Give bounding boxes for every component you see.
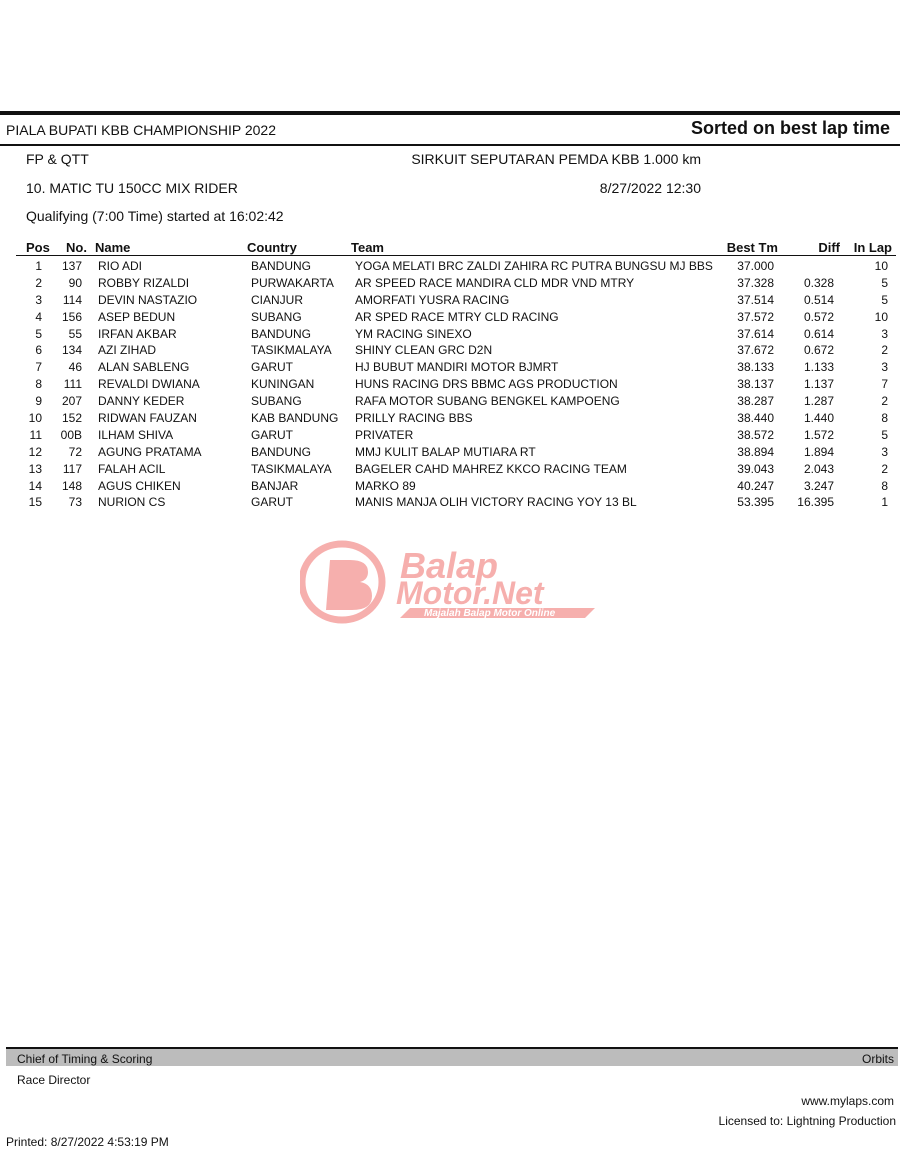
cell-lap: 10 xyxy=(874,309,888,324)
table-row xyxy=(0,309,900,326)
cell-no: 156 xyxy=(61,309,82,324)
cell-pos: 13 xyxy=(28,461,42,476)
cell-pos: 7 xyxy=(35,360,42,375)
col-header-team: Team xyxy=(351,240,384,255)
cell-no: 00B xyxy=(60,427,82,442)
cell-lap: 7 xyxy=(881,377,888,392)
cell-name: AGUNG PRATAMA xyxy=(98,444,202,459)
cell-no: 134 xyxy=(61,343,82,358)
cell-lap: 5 xyxy=(881,427,888,442)
cell-name: REVALDI DWIANA xyxy=(98,377,200,392)
cell-team: PRILLY RACING BBS xyxy=(355,411,473,426)
cell-diff: 1.133 xyxy=(803,360,834,375)
table-row xyxy=(0,461,900,478)
cell-team: MANIS MANJA OLIH VICTORY RACING YOY 13 BL xyxy=(355,495,637,510)
cell-country: SUBANG xyxy=(251,309,302,324)
col-header-country: Country xyxy=(247,240,297,255)
cell-pos: 15 xyxy=(28,495,42,510)
cell-diff: 0.572 xyxy=(803,309,834,324)
cell-pos: 1 xyxy=(35,259,42,273)
cell-team: SHINY CLEAN GRC D2N xyxy=(355,343,493,358)
cell-diff: 2.043 xyxy=(803,461,834,476)
cell-diff: 1.572 xyxy=(803,427,834,442)
cell-lap: 2 xyxy=(881,461,888,476)
header-bottom-rule xyxy=(0,144,900,146)
cell-lap: 1 xyxy=(881,495,888,510)
cell-country: GARUT xyxy=(251,427,293,442)
cell-name: ILHAM SHIVA xyxy=(98,427,174,442)
cell-lap: 5 xyxy=(881,275,888,290)
watermark-tagline: Majalah Balap Motor Online xyxy=(424,608,556,619)
cell-lap: 8 xyxy=(881,411,888,426)
table-row xyxy=(0,494,900,511)
cell-best: 37.514 xyxy=(737,292,774,307)
cell-name: AGUS CHIKEN xyxy=(98,478,181,493)
orbits-label: Orbits xyxy=(861,1052,894,1066)
results-table xyxy=(0,258,900,511)
cell-diff: 0.614 xyxy=(803,326,834,341)
cell-no: 55 xyxy=(68,326,82,341)
session-type: FP & QTT xyxy=(26,151,89,167)
cell-name: DEVIN NASTAZIO xyxy=(98,292,198,307)
cell-lap: 3 xyxy=(881,360,888,375)
cell-best: 38.572 xyxy=(737,427,774,442)
circuit-name: SIRKUIT SEPUTARAN PEMDA KBB 1.000 km xyxy=(411,151,701,167)
printed-timestamp: Printed: 8/27/2022 4:53:19 PM xyxy=(6,1135,169,1149)
table-row xyxy=(0,376,900,393)
balapmotor-watermark-logo xyxy=(300,538,600,626)
cell-pos: 2 xyxy=(35,275,42,290)
cell-country: BANDUNG xyxy=(251,326,312,341)
cell-pos: 12 xyxy=(28,444,42,459)
col-header-no: No. xyxy=(66,240,87,255)
cell-best: 38.133 xyxy=(737,360,774,375)
cell-best: 37.000 xyxy=(737,259,774,273)
watermark-brand-bottom: Motor.Net xyxy=(396,575,544,611)
cell-team: MARKO 89 xyxy=(355,478,416,493)
col-header-diff: Diff xyxy=(818,240,840,255)
session-info: Qualifying (7:00 Time) started at 16:02:42 xyxy=(26,208,284,224)
cell-country: KUNINGAN xyxy=(251,377,315,392)
chief-of-timing-label: Chief of Timing & Scoring xyxy=(17,1052,153,1066)
cell-no: 152 xyxy=(61,411,82,426)
cell-team: MMJ KULIT BALAP MUTIARA RT xyxy=(355,444,536,459)
table-header-rule xyxy=(16,255,896,256)
cell-lap: 2 xyxy=(881,394,888,409)
event-datetime: 8/27/2022 12:30 xyxy=(599,180,701,196)
cell-pos: 8 xyxy=(35,377,42,392)
table-row xyxy=(0,342,900,359)
cell-no: 46 xyxy=(68,360,82,375)
cell-name: AZI ZIHAD xyxy=(98,343,157,358)
cell-diff: 16.395 xyxy=(797,495,834,510)
cell-country: SUBANG xyxy=(251,394,302,409)
table-row xyxy=(0,410,900,427)
cell-country: GARUT xyxy=(251,360,293,375)
cell-country: BANJAR xyxy=(251,478,299,493)
cell-team: HJ BUBUT MANDIRI MOTOR BJMRT xyxy=(355,360,559,375)
watermark-brand-top: Balap xyxy=(400,545,499,586)
cell-lap: 3 xyxy=(881,444,888,459)
cell-pos: 9 xyxy=(35,394,42,409)
table-row xyxy=(0,359,900,376)
header-top-rule xyxy=(0,111,900,115)
cell-team: AR SPED RACE MTRY CLD RACING xyxy=(355,309,559,324)
cell-country: GARUT xyxy=(251,495,293,510)
table-row xyxy=(0,326,900,343)
cell-team: HUNS RACING DRS BBMC AGS PRODUCTION xyxy=(355,377,618,392)
cell-best: 38.894 xyxy=(737,444,774,459)
cell-best: 37.572 xyxy=(737,309,774,324)
cell-diff: 1.440 xyxy=(803,411,834,426)
cell-diff: 3.247 xyxy=(803,478,834,493)
cell-pos: 14 xyxy=(28,478,42,493)
cell-country: BANDUNG xyxy=(251,259,312,273)
cell-pos: 3 xyxy=(35,292,42,307)
watermark-b-letter xyxy=(326,560,372,610)
col-header-pos: Pos xyxy=(26,240,50,255)
table-row xyxy=(0,478,900,495)
cell-pos: 10 xyxy=(28,411,42,426)
cell-name: NURION CS xyxy=(98,495,166,510)
table-row xyxy=(0,275,900,292)
cell-lap: 10 xyxy=(874,259,888,273)
cell-lap: 8 xyxy=(881,478,888,493)
cell-diff: 0.672 xyxy=(803,343,834,358)
sort-label: Sorted on best lap time xyxy=(690,118,890,138)
class-name: 10. MATIC TU 150CC MIX RIDER xyxy=(26,180,238,196)
cell-no: 114 xyxy=(62,292,82,307)
event-title: PIALA BUPATI KBB CHAMPIONSHIP 2022 xyxy=(6,122,276,138)
table-row xyxy=(0,444,900,461)
cell-name: ASEP BEDUN xyxy=(98,309,176,324)
col-header-name: Name xyxy=(95,240,131,255)
cell-no: 90 xyxy=(68,275,82,290)
cell-team: RAFA MOTOR SUBANG BENGKEL KAMPOENG xyxy=(355,394,620,409)
cell-pos: 4 xyxy=(35,309,42,324)
cell-best: 37.328 xyxy=(737,275,774,290)
cell-pos: 6 xyxy=(35,343,42,358)
cell-pos: 5 xyxy=(35,326,42,341)
cell-team: PRIVATER xyxy=(355,427,414,442)
mylaps-website: www.mylaps.com xyxy=(801,1094,894,1108)
cell-best: 39.043 xyxy=(737,461,774,476)
race-director-label: Race Director xyxy=(17,1073,91,1087)
table-row xyxy=(0,292,900,309)
cell-country: BANDUNG xyxy=(251,444,312,459)
table-row xyxy=(0,427,900,444)
cell-diff: 0.328 xyxy=(803,275,834,290)
cell-country: KAB BANDUNG xyxy=(251,411,339,426)
cell-no: 148 xyxy=(61,478,82,493)
cell-name: IRFAN AKBAR xyxy=(98,326,177,341)
cell-name: DANNY KEDER xyxy=(98,394,185,409)
table-row xyxy=(0,258,900,275)
cell-best: 53.395 xyxy=(737,495,774,510)
cell-lap: 5 xyxy=(881,292,888,307)
cell-best: 37.614 xyxy=(737,326,774,341)
cell-best: 40.247 xyxy=(737,478,774,493)
cell-country: TASIKMALAYA xyxy=(251,461,332,476)
cell-name: ALAN SABLENG xyxy=(98,360,190,375)
cell-no: 207 xyxy=(61,394,82,409)
cell-name: ROBBY RIZALDI xyxy=(98,275,190,290)
cell-diff: 1.894 xyxy=(803,444,834,459)
cell-no: 137 xyxy=(61,259,82,273)
cell-pos: 11 xyxy=(29,427,42,442)
cell-country: PURWAKARTA xyxy=(251,275,334,290)
table-row xyxy=(0,393,900,410)
cell-best: 38.287 xyxy=(737,394,774,409)
cell-team: YM RACING SINEXO xyxy=(355,326,472,341)
license-text: Licensed to: Lightning Production xyxy=(718,1114,896,1128)
cell-no: 73 xyxy=(68,495,82,510)
cell-team: AR SPEED RACE MANDIRA CLD MDR VND MTRY xyxy=(355,275,635,290)
cell-team: BAGELER CAHD MAHREZ KKCO RACING TEAM xyxy=(355,461,627,476)
cell-team: YOGA MELATI BRC ZALDI ZAHIRA RC PUTRA BUNGSU MJ BBS xyxy=(355,259,713,273)
cell-best: 38.440 xyxy=(737,411,774,426)
cell-name: FALAH ACIL xyxy=(98,461,166,476)
cell-no: 117 xyxy=(62,461,82,476)
cell-best: 38.137 xyxy=(737,377,774,392)
cell-no: 111 xyxy=(63,377,82,392)
col-header-lap: In Lap xyxy=(853,240,892,255)
cell-country: CIANJUR xyxy=(251,292,304,307)
cell-no: 72 xyxy=(68,444,82,459)
cell-name: RIDWAN FAUZAN xyxy=(98,411,197,426)
cell-name: RIO ADI xyxy=(98,259,143,273)
cell-team: AMORFATI YUSRA RACING xyxy=(355,292,510,307)
cell-lap: 3 xyxy=(881,326,888,341)
cell-diff: 1.137 xyxy=(803,377,834,392)
col-header-best: Best Tm xyxy=(726,240,778,255)
cell-diff: 0.514 xyxy=(803,292,834,307)
cell-lap: 2 xyxy=(881,343,888,358)
cell-best: 37.672 xyxy=(737,343,774,358)
cell-country: TASIKMALAYA xyxy=(251,343,332,358)
cell-diff: 1.287 xyxy=(803,394,834,409)
